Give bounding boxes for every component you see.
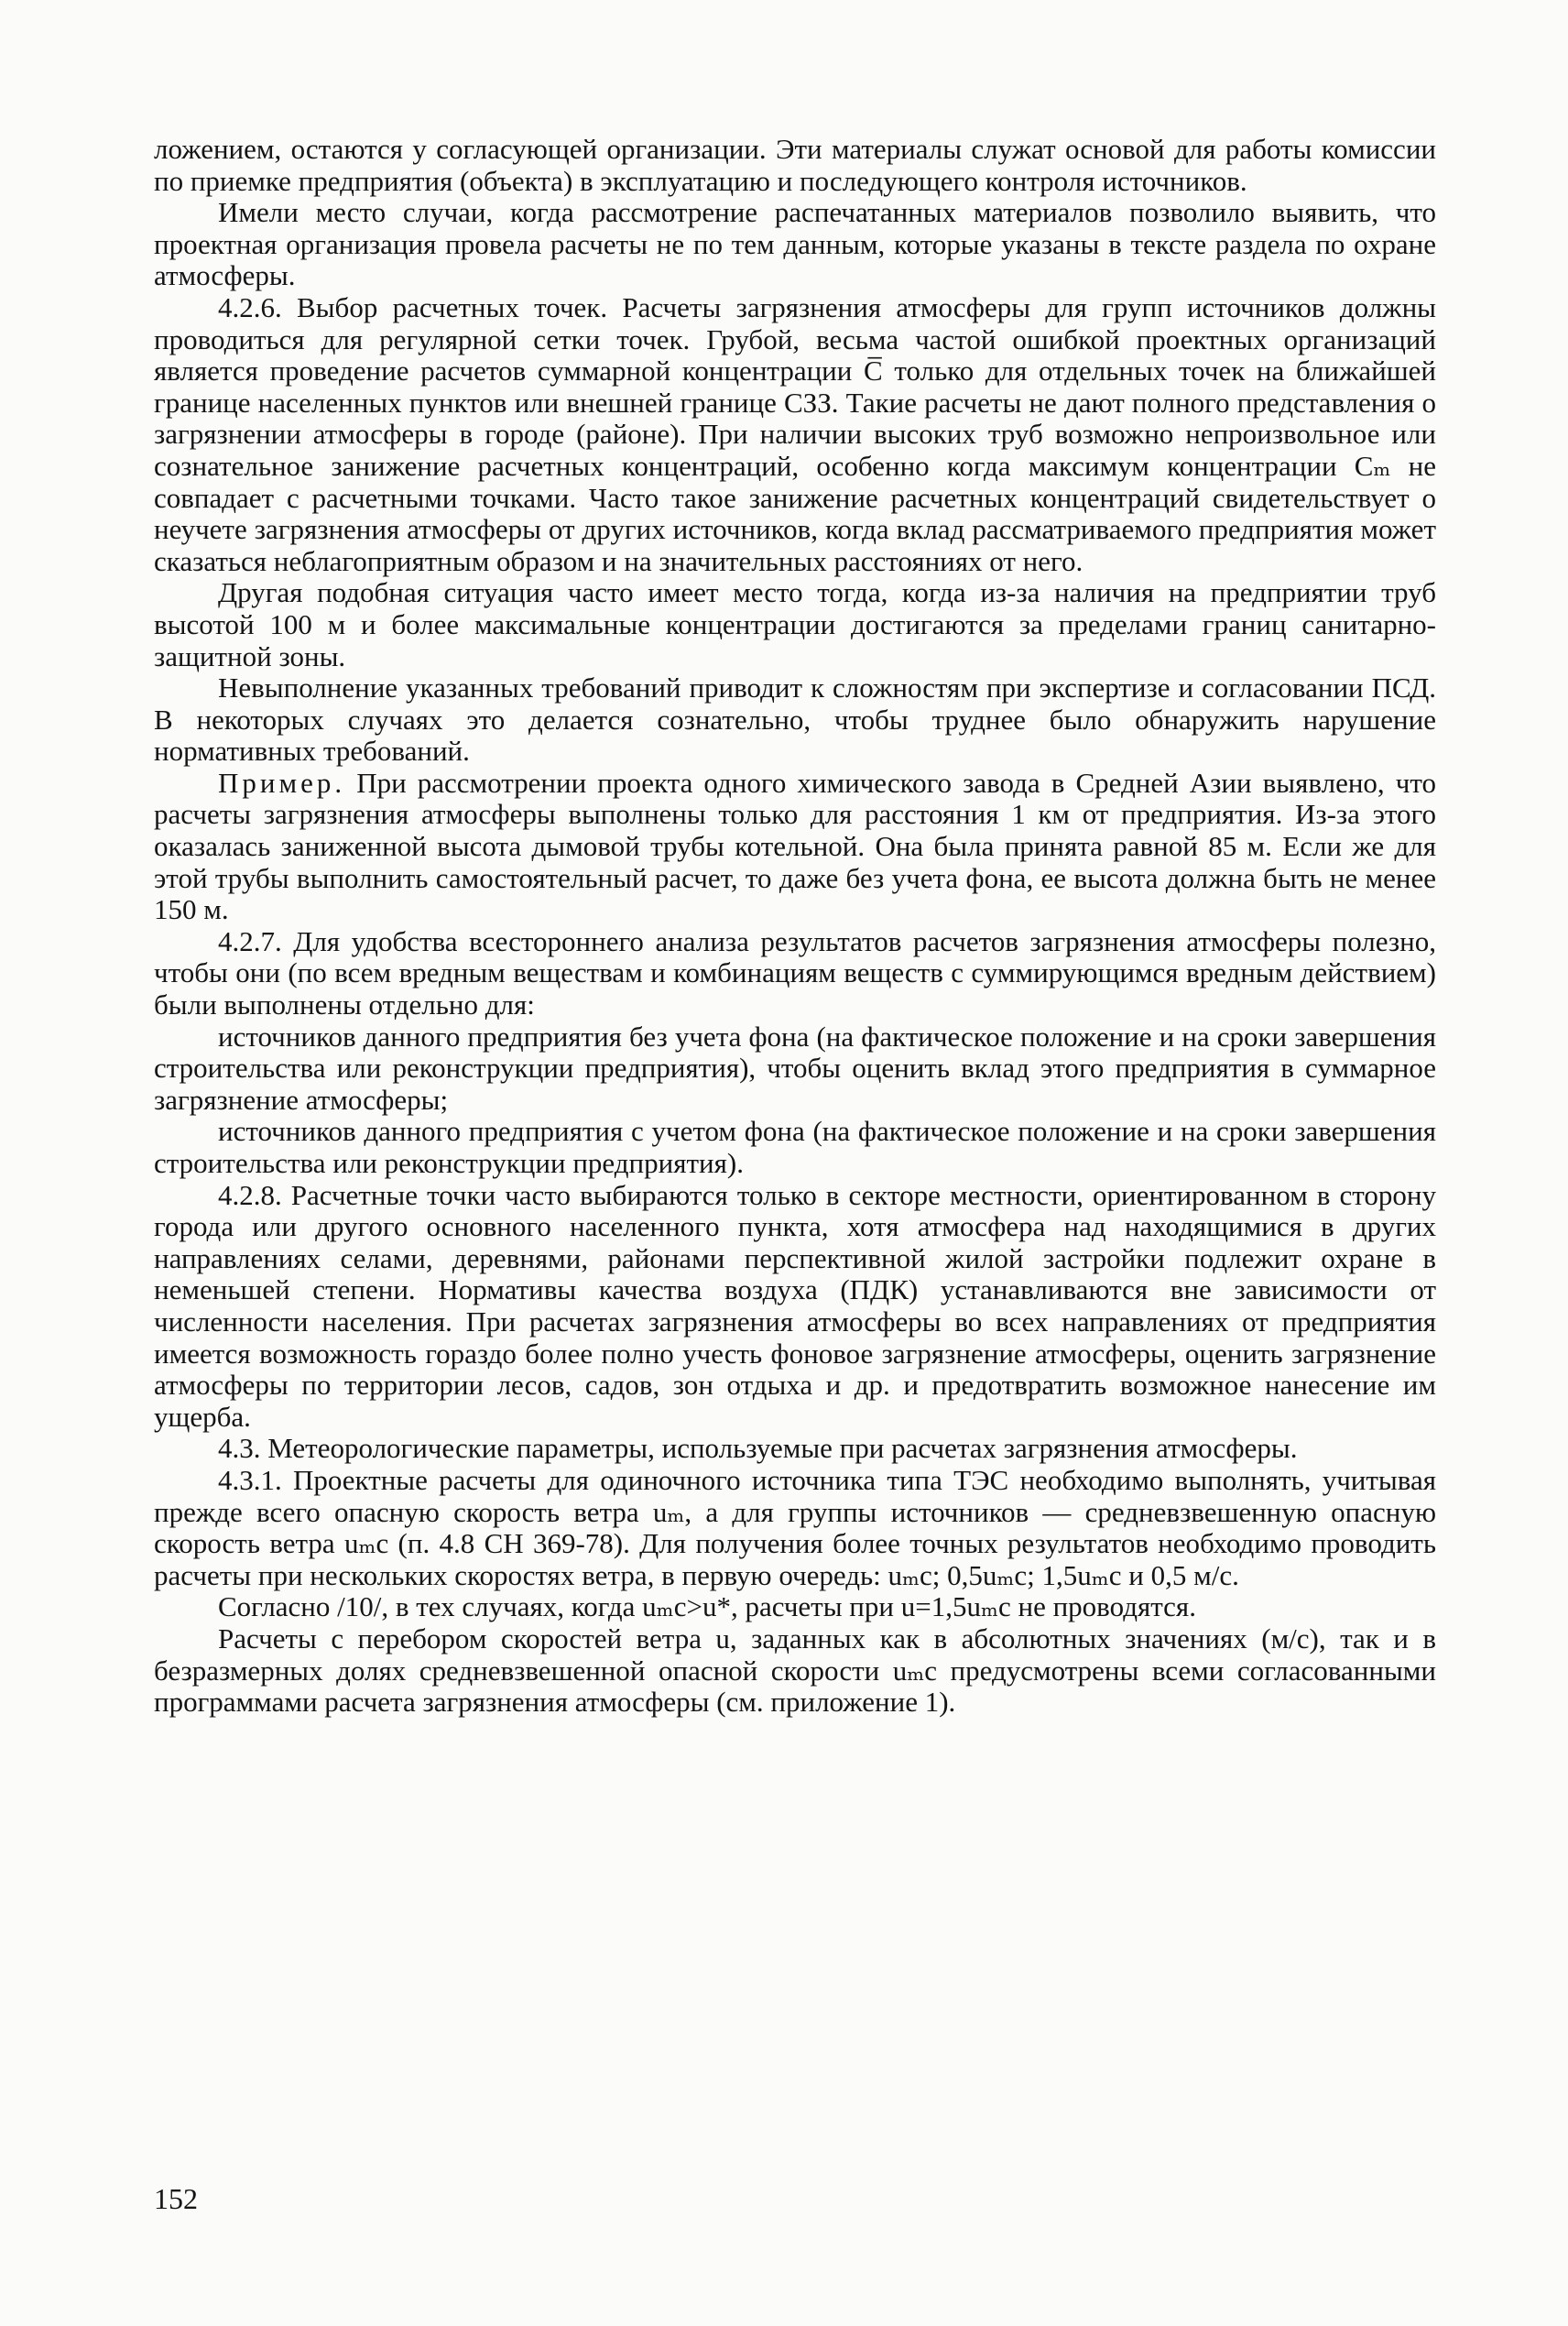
list-item: источников данного предприятия с учетом фона (на фактическое положение и на сроки завершения строительства или реконструкции предприятия). [154,1115,1436,1179]
paragraph: 4.3.1. Проектные расчеты для одиночного источника типа ТЭС необходимо выполнять, учитывая прежде всего опасную скорость ветра uₘ, а для группы источников — средневзвешенную опасную скорость ветра uₘс (п. 4.8 СН 369-78). Для получения более точных результатов необходимо проводить расчеты при нескольких скоростях ветра, в первую очередь: uₘс; 0,5uₘс; 1,5uₘс и 0,5 м/с. [154,1463,1436,1591]
example-text: При рассмотрении проекта одного химического завода в Средней Азии выявлено, что расчеты загрязнения атмосферы выполнены только для расстояния 1 км от предприятия. Из-за этого оказалась заниженной высота дымовой трубы котельной. Она была принята равной 85 м. Если же для этой трубы выполнить самостоятельный расчет, то даже без учета фона, ее высота должна быть не менее 150 м. [154,766,1436,926]
paragraph: ложением, остаются у согласующей организации. Эти материалы служат основой для работы комиссии по приемке предприятия (объекта) в эксплуатацию и последующего контроля источников. [154,133,1436,197]
example-lead: Пример. [218,766,346,799]
list-item: источников данного предприятия без учета фона (на фактическое положение и на сроки завершения строительства или реконструкции предприятия), чтобы оценить вклад этого предприятия в суммарное загрязнение атмосферы; [154,1020,1436,1116]
body-text [154,134,1436,1719]
paragraph: Невыполнение указанных требований приводит к сложностям при экспертизе и согласовании ПСД. В некоторых случаях это делается сознательно, чтобы труднее было обнаружить нарушение нормативных требований. [154,672,1436,768]
paragraph: Имели место случаи, когда рассмотрение распечатанных материалов позволило выявить, что проектная организация провела расчеты не по тем данным, которые указаны в тексте раздела по охране атмосферы. [154,196,1436,292]
section-heading: 4.3. Метеорологические параметры, используемые при расчетах загрязнения атмосферы. [218,1432,1298,1465]
paragraph: Согласно /10/, в тех случаях, когда uₘс>u*, расчеты при u=1,5uₘс не проводятся. [218,1590,1196,1623]
page-number: 152 [154,2182,198,2215]
paragraph: Расчеты с перебором скоростей ветра u, заданных как в абсолютных значениях (м/с), так и в безразмерных долях средневзвешенной опасной скорости uₘс предусмотрены всеми согласованными программами расчета загрязнения атмосферы (см. приложение 1). [154,1622,1436,1719]
paragraph: 4.2.6. Выбор расчетных точек. Расчеты загрязнения атмосферы для групп источников должны проводиться для регулярной сетки точек. Грубой, весьма частой ошибкой проектных организаций является проведение расчетов суммарной концентрации C̅ только для отдельных точек на ближайшей границе населенных пунктов или внешней границе СЗЗ. Такие расчеты не дают полного представления о загрязнении атмосферы в городе (районе). При наличии высоких труб возможно непроизвольное или сознательное занижение расчетных концентраций, особенно когда максимум концентрации Cₘ не совпадает с расчетными точками. Часто такое занижение расчетных концентраций свидетельствует о неучете загрязнения атмосферы от других источников, когда вклад рассматриваемого предприятия может сказаться неблагоприятным образом и на значительных расстояниях от него. [154,290,1436,577]
example-paragraph [154,768,1436,926]
paragraph: 4.2.7. Для удобства всестороннего анализа результатов расчетов загрязнения атмосферы полезно, чтобы они (по всем вредным веществам и комбинациям веществ с суммирующимся вредным действием) были выполнены отдельно для: [154,924,1436,1021]
paragraph: Другая подобная ситуация часто имеет место тогда, когда из-за наличия на предприятии труб высотой 100 м и более максимальные концентрации достигаются за пределами границ санитарно-защитной зоны. [154,576,1436,672]
paragraph: 4.2.8. Расчетные точки часто выбираются только в секторе местности, ориентированном в сторону города или другого основного населенного пункта, хотя атмосфера над находящимися в других направлениях селами, деревнями, районами перспективной жилой застройки подлежит охране в неменьшей степени. Нормативы качества воздуха (ПДК) устанавливаются вне зависимости от численности населения. При расчетах загрязнения атмосферы во всех направлениях от предприятия имеется возможность гораздо более полно учесть фоновое загрязнение атмосферы, оценить загрязнение атмосферы по территории лесов, садов, зон отдыха и др. и предотвратить возможное нанесение им ущерба. [154,1178,1436,1433]
